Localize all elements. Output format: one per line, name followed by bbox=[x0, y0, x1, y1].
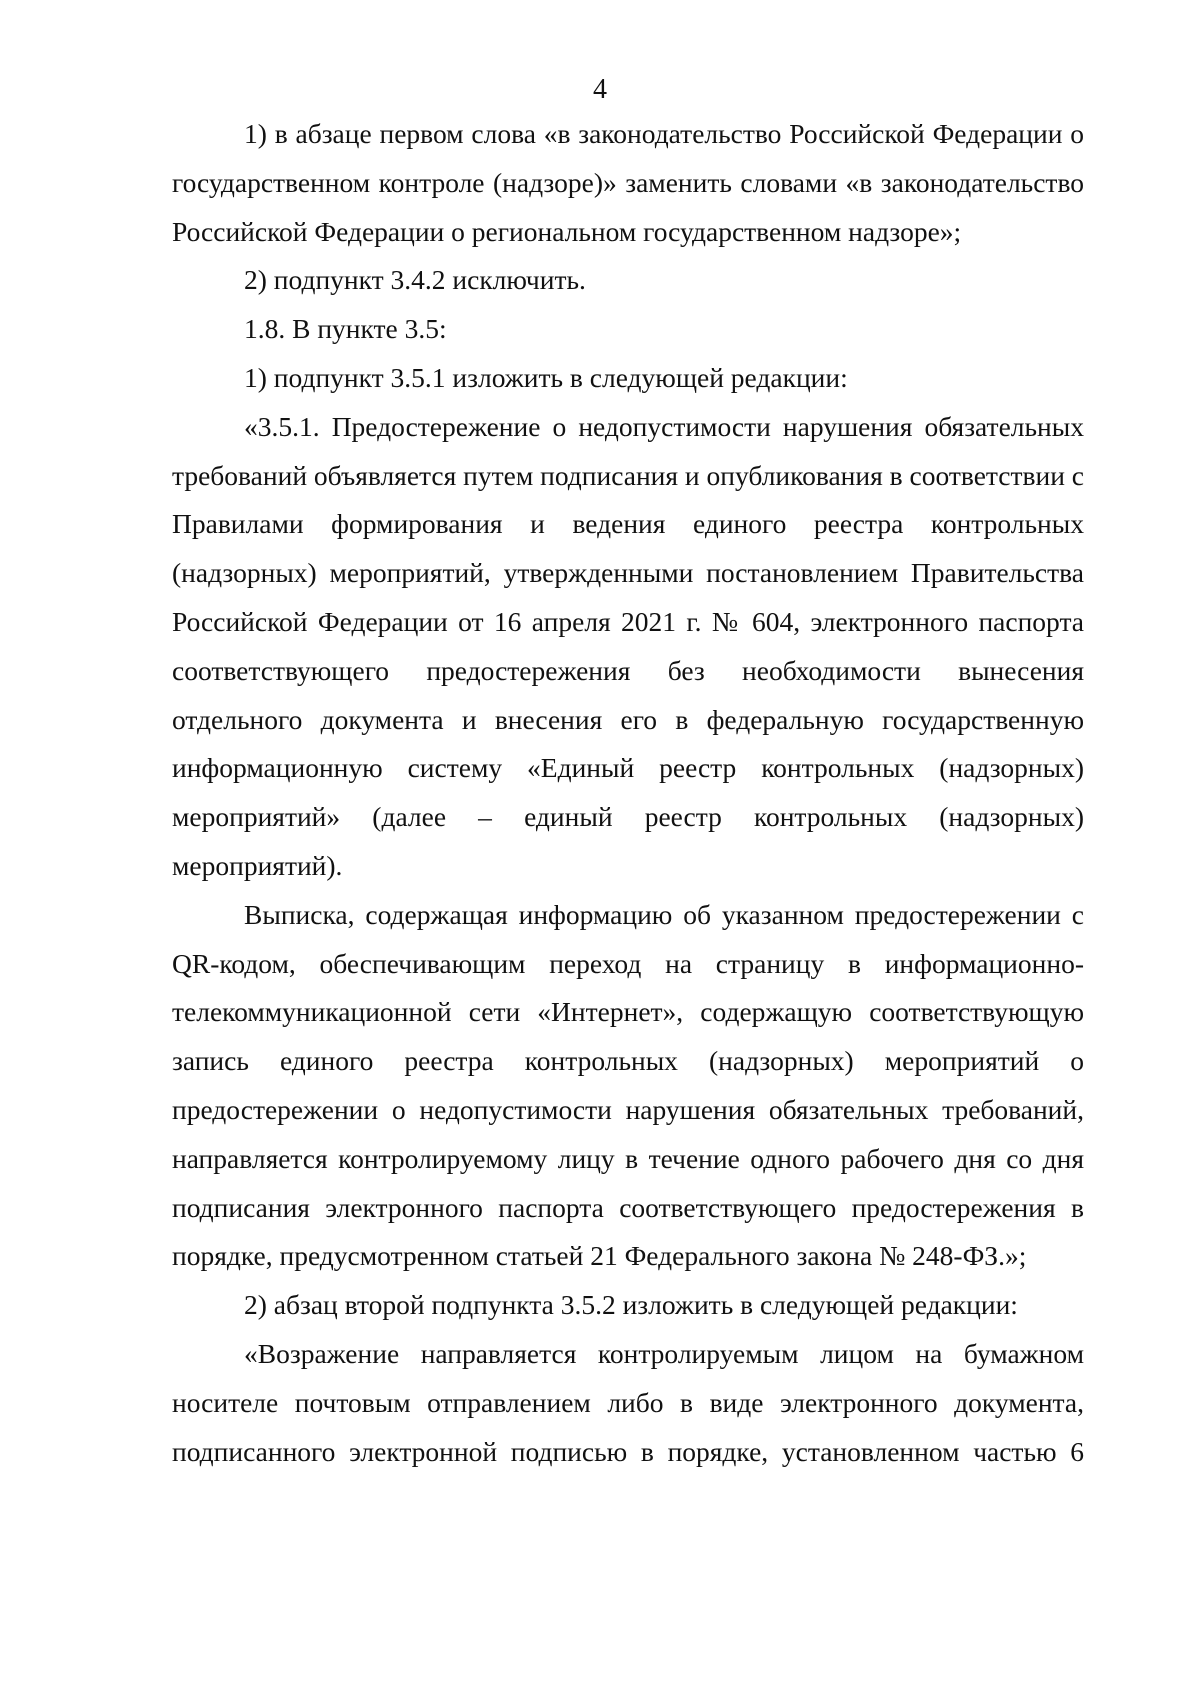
page-number: 4 bbox=[593, 74, 607, 105]
paragraph-objection-text: «Возражение направляется контролируемым лицом на бумажном носителе почтовым отправлением либо в виде электронного документа, подписанного электронной подписью в порядке, установленном частью 6 bbox=[172, 1337, 1084, 1467]
paragraph-exclude-3-4-2: 2) подпункт 3.4.2 исключить. bbox=[244, 264, 586, 296]
paragraph-subpoint-3-5-1-intro: 1) подпункт 3.5.1 изложить в следующей редакции: bbox=[244, 361, 848, 393]
paragraph-point-1-8: 1.8. В пункте 3.5: bbox=[244, 313, 447, 345]
paragraph-3-5-2-intro: 2) абзац второй подпункта 3.5.2 изложить в следующей редакции: bbox=[244, 1289, 1018, 1321]
paragraph-3-5-1-text: «3.5.1. Предостережение о недопустимости нарушения обязательных требований объявляется путем подписания и опубликования в соответствии с Правилами формирования и ведения единого реестра контрольных (надзорных) мероприятий, утвержденными постановлением Правительства Российской Федерации от 16 апреля 2021 г. № 604, электронного паспорта соответствующего предостережения без необходимости вынесения отдельного документа и внесения его в федеральную государственную информационную систему «Единый реестр контрольных (надзорных) мероприятий» (далее – единый реестр контрольных (надзорных) мероприятий). bbox=[172, 410, 1084, 881]
paragraph-amend-first-abzac: 1) в абзаце первом слова «в законодательство Российской Федерации о государственном контроле (надзоре)» заменить словами «в законодательство Российской Федерации о региональном государственном надзоре»; bbox=[172, 118, 1084, 247]
document-body bbox=[172, 110, 1084, 1476]
paragraph-extract-text: Выписка, содержащая информацию об указанном предостережении с QR-кодом, обеспечивающим переход на страницу в информационно-телекоммуникационной сети «Интернет», содержащую соответствующую запись единого реестра контрольных (надзорных) мероприятий о предостережении о недопустимости нарушения обязательных требований, направляется контролируемому лицу в течение одного рабочего дня со дня подписания электронного паспорта соответствующего предостережения в порядке, предусмотренном статьей 21 Федерального закона № 248-ФЗ.»; bbox=[172, 898, 1084, 1272]
